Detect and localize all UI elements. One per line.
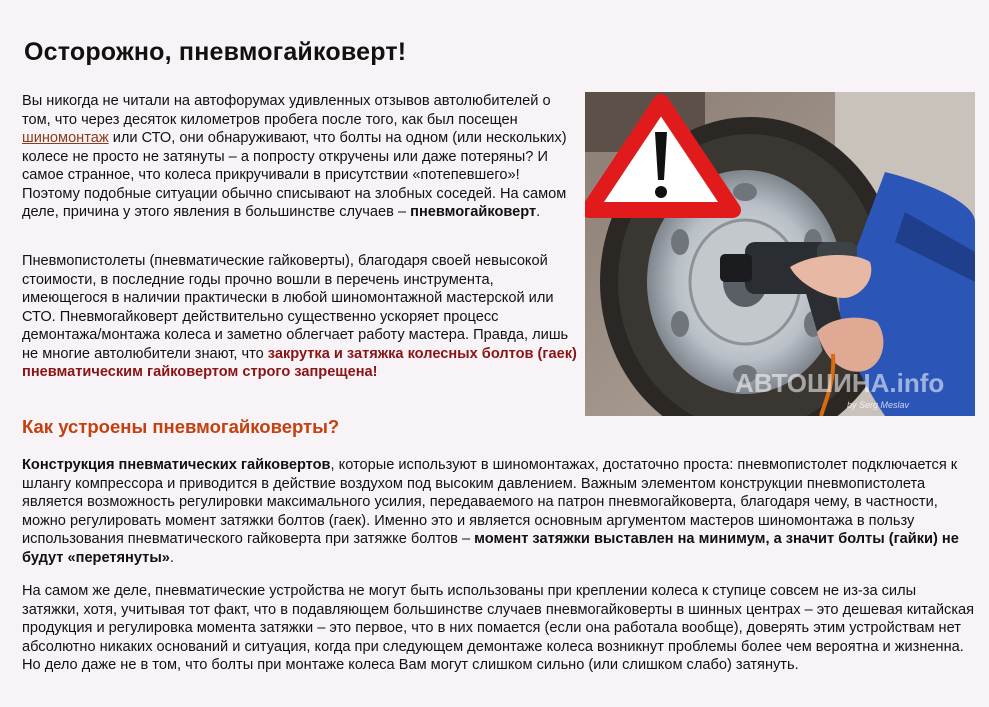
construction-paragraph (22, 456, 976, 567)
second-paragraph (22, 252, 578, 382)
section-heading: Как устроены пневмогайковерты? (22, 416, 340, 437)
watermark-text: АВТОШИНА.info (735, 368, 945, 398)
intro-text-a: Вы никогда не читали на автофорумах удивленных отзывов автолюбителей о том, что через десяток километров пробега после того, как был посещен (22, 93, 551, 128)
photo-credit: by Serg Meslav (847, 400, 910, 410)
intro-paragraph (22, 92, 578, 222)
second-text: Пневмопистолеты (пневматические гайковерты), благодаря своей невысокой стоимости, в последние годы прочно вошли в перечень инструмента, имеющегося в наличии практически в любой шиномонтажной мастерской или СТО. Пневмогайковерт действительно существенно ускоряет процесс демонтажа/монтажа колеса и заметно облегчает работу мастера. Правда, лишь не многие автолюбители знают, что (22, 253, 569, 362)
article-photo (585, 92, 975, 416)
construction-text-b: . (169, 549, 174, 566)
construction-bold-claim: момент затяжки выставлен на минимум, а значит болты (гайки) не будут «перетянуты» (22, 531, 959, 566)
intro-bold-term: пневмогайковерт (410, 204, 537, 220)
intro-text-b: или СТО, они обнаруживают, что болты на одном (или нескольких) колесе не просто не затянуты – а попросту откручены или даже потеряны? И самое странное, что колеса прикручивали в присутствии «потепевшего»! Поэтому подобные ситуации обычно списывают на злобных соседей. На самом деле, причина у этого явления в большинстве случаев – (22, 130, 567, 220)
construction-bold-term: Конструкция пневматических гайковертов (22, 457, 331, 473)
construction-text-a: , которые используют в шиномонтажах, достаточно проста: пневмопистолет подключается к шлангу компрессора и приводится в действие воздухом под высоким давлением. Важным элементом конструкции пневмопистолета является возможность регулировки максимального усилия, передаваемого на патрон пневмогайковерта, благодаря чему, в частности, можно регулировать момент затяжки болтов (гаек). Именно это и является основным аргументом мастеров шиномонтажа в пользу использования пневматического гайковерта при затяжке болтов – (22, 457, 958, 547)
intro-text-c: . (536, 204, 541, 220)
warning-text: закрутка и затяжка колесных болтов (гаек) пневматическим гайковертом строго запрещена! (22, 345, 577, 380)
impact-wrench-photo (585, 92, 975, 416)
page-title: Осторожно, пневмогайковерт! (24, 38, 407, 66)
final-paragraph: На самом же деле, пневматические устройства не могут быть использованы при креплении колеса к ступице совсем не из-за силы затяжки, хотя, учитывая тот факт, что в подавляющем большинстве случаев пневмогайковерты в шинных центрах – это дешевая китайская продукция и регулировка момента затяжки – это первое, что в них помается (если она работала вообще), доверять этим устройствам нет абсолютно никаких оснований и ситуация, когда при следующем демонтаже колеса возникнут проблемы более чем вероятна и жизненна. Но дело даже не в том, что болты при монтаже колеса Вам могут слишком сильно (или слишком слабо) затянуть. (22, 583, 975, 673)
tire-service-link[interactable]: шиномонтаж (22, 130, 109, 146)
